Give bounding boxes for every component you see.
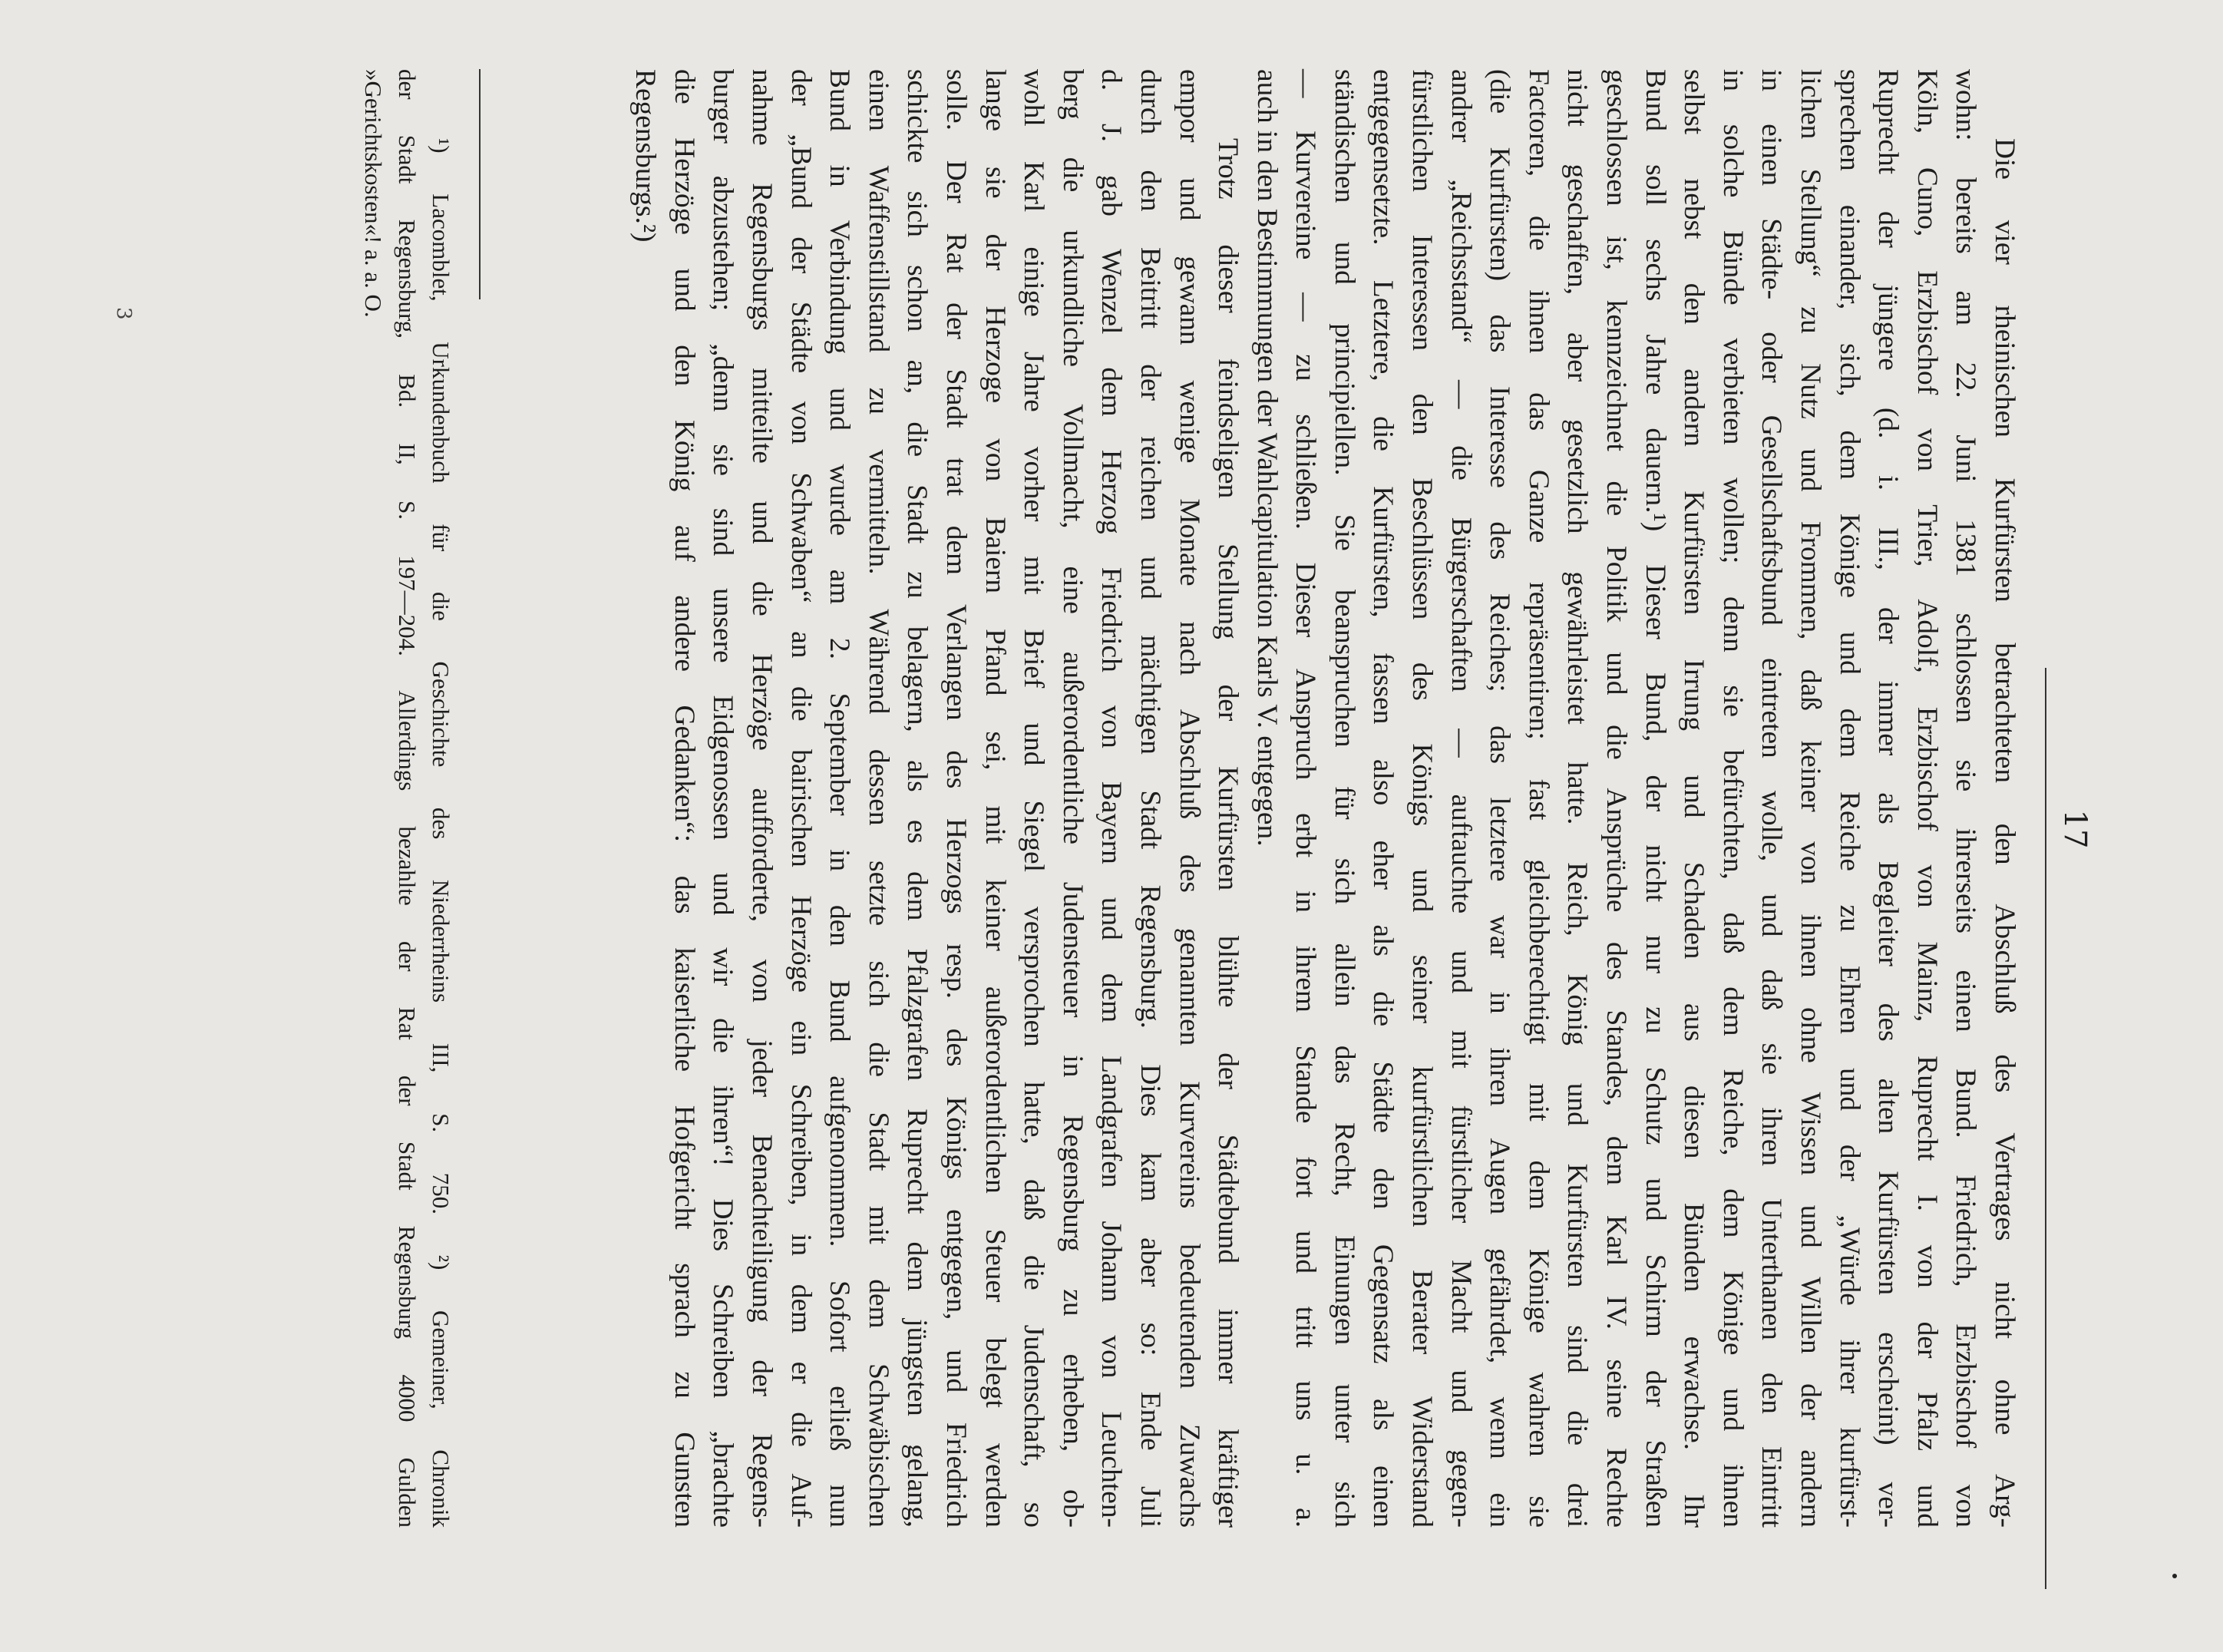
text-line: ständischen und principiellen. Sie beanspruchen für sich allein das Recht, Einungen unter sich xyxy=(1328,69,1360,1528)
text-line: solle. Der Rat der Stadt trat dem Verlangen des Herzogs resp. des Königs entgegen, und Friedrich xyxy=(940,69,972,1528)
text-line: in einen Städte- oder Gesellschaftsbund eintreten wolle, und daß sie ihren Unterthanen den Eintritt xyxy=(1756,69,1788,1528)
signature-mark: 3 xyxy=(112,307,135,320)
footnote-line: ¹) Lacomblet, Urkundenbuch für die Geschichte des Niederrheins III, S. 750. ²) Gemeiner, Chronik xyxy=(428,138,454,1528)
text-line: empor und gewann wenige Monate nach Abschluß des genannten Kurvereins bedeutenden Zuwachs xyxy=(1173,69,1205,1528)
text-line: entgegensetzte. Letztere, die Kurfürsten, fassen also eher als die Städte den Gegensatz als einen xyxy=(1367,69,1399,1528)
footnote-line: »Gerichtskosten«! a. a. O. xyxy=(360,69,387,318)
text-line: (die Kurfürsten) das Interesse des Reiches; das letztere war in ihren Augen gefährdet, wenn ein xyxy=(1484,69,1516,1528)
text-line: wohn: bereits am 22. Juni 1381 schlossen sie ihrerseits einen Bund. Friedrich, Erzbischof von xyxy=(1950,69,1982,1528)
text-line: — Kurvereine — zu schließen. Dieser Anspruch erbt in ihrem Stande fort und tritt uns u. a. xyxy=(1290,69,1322,1528)
header-rule xyxy=(2045,668,2046,1589)
text-line: lichen Stellung“ zu Nutz und Frommen, daß keiner von ihnen ohne Wissen und Willen der andern xyxy=(1795,69,1827,1528)
text-line: nicht geschaffen, aber gesetzlich gewährleistet hatte. Reich, König und Kurfürsten sind die drei xyxy=(1561,69,1594,1528)
text-line: nahme Regensburgs mitteilte und die Herzöge aufforderte, von jeder Benachteiligung der Regens- xyxy=(746,69,778,1528)
text-line: der „Bund der Städte von Schwaben“ an die bairischen Herzöge ein Schreiben, in dem er die Auf- xyxy=(784,69,817,1528)
text-line: selbst nebst den andern Kurfürsten Irrung und Schaden aus diesen Bünden erwachse. Ihr xyxy=(1678,69,1710,1528)
text-line: auch in den Bestimmungen der Wahlcapitulation Karls V. entgegen. xyxy=(1250,69,1283,847)
page-number: 17 xyxy=(2057,809,2093,849)
text-line: berg die urkundliche Vollmacht, eine außerordentliche Judensteuer in Regensburg zu erheben, ob- xyxy=(1056,69,1088,1528)
text-line: d. J. gab Wenzel dem Herzog Friedrich von Bayern und dem Landgrafen Johann von Leuchten- xyxy=(1095,69,1128,1528)
paragraph-2 xyxy=(626,69,1247,1528)
text-line: Ruprecht der jüngere (d. i. III., der immer als Begleiter des alten Kurfürsten erscheint) ver- xyxy=(1872,69,1904,1528)
text-line: fürstlichen Interessen den Beschlüssen des Königs und seiner kurfürstlichen Berater Widerstand xyxy=(1406,69,1439,1528)
text-line: wohl Karl einige Jahre vorher mit Brief und Siegel versprochen hatte, daß die Judenschaft, so xyxy=(1018,69,1050,1528)
text-line: in solche Bünde verbieten wollen; denn sie befürchten, daß dem Reiche, dem Könige und ihnen xyxy=(1716,69,1749,1528)
body-text xyxy=(626,69,2023,1528)
paragraph-1 xyxy=(1247,69,2023,1528)
text-line: Bund soll sechs Jahre dauern.¹) Dieser Bund, der nicht nur zu Schutz und Schirm der Straßen xyxy=(1639,69,1671,1528)
text-line: andrer „Reichsstand“ — die Bürgerschaften — auftauchte und mit fürstlicher Macht und gegen- xyxy=(1445,69,1477,1528)
text-line: Bund in Verbindung und wurde am 2. September in den Bund aufgenommen. Sofort erließ nun xyxy=(824,69,856,1528)
text-line: Köln, Cuno, Erzbischof von Trier, Adolf, Erzbischof von Mainz, Ruprecht I. von der Pfalz und xyxy=(1911,69,1943,1528)
text-line: Die vier rheinischen Kurfürsten betrachteten den Abschluß des Vertrages nicht ohne Arg- xyxy=(1989,138,2020,1528)
footnote-rule xyxy=(479,69,481,299)
footnote-line: der Stadt Regensburg, Bd. II, S. 197—204. Allerdings bezahlte der Rat der Stadt Regensburg 4000 Gulden xyxy=(394,69,421,1528)
text-line: burger abzustehen; „denn sie sind unsere Eidgenossen und wir die ihren“! Dies Schreiben „brachte xyxy=(707,69,739,1528)
text-line: geschlossen ist, kennzeichnet die Politik und die Ansprüche des Standes, dem Karl IV. seine Rechte xyxy=(1600,69,1633,1528)
footnotes xyxy=(356,69,457,1528)
text-line: sprechen einander, sich, dem Könige und dem Reiche zu Ehren und der „Würde ihrer kurfürst- xyxy=(1833,69,1865,1528)
text-line: schickte sich schon an, die Stadt zu belagern, als es dem Pfalzgrafen Ruprecht dem jüngsten gelang, xyxy=(901,69,933,1528)
text-line: Factoren, die ihnen das Ganze repräsentiren; fast gleichberechtigt mit dem Könige wahren sie xyxy=(1522,69,1554,1528)
text-line: Trotz dieser feindseligen Stellung der Kurfürsten blühte der Städtebund immer kräftiger xyxy=(1212,138,1244,1528)
text-line: die Herzöge und den König auf andere Gedanken“: das kaiserliche Hofgericht sprach zu Gunsten xyxy=(668,69,700,1528)
text-line: durch den Beitritt der reichen und mächtigen Stadt Regensburg. Dies kam aber so: Ende Juli xyxy=(1134,69,1166,1528)
text-line: einen Waffenstillstand zu vermitteln. Während dessen setzte sich die Stadt mit dem Schwäbischen xyxy=(862,69,894,1528)
text-line: lange sie der Herzoge von Baiern Pfand sei, mit keiner außerordentlichen Steuer belegt werden xyxy=(979,69,1011,1528)
text-line: Regensburgs.²) xyxy=(629,69,662,243)
ink-dot xyxy=(2172,1574,2177,1578)
